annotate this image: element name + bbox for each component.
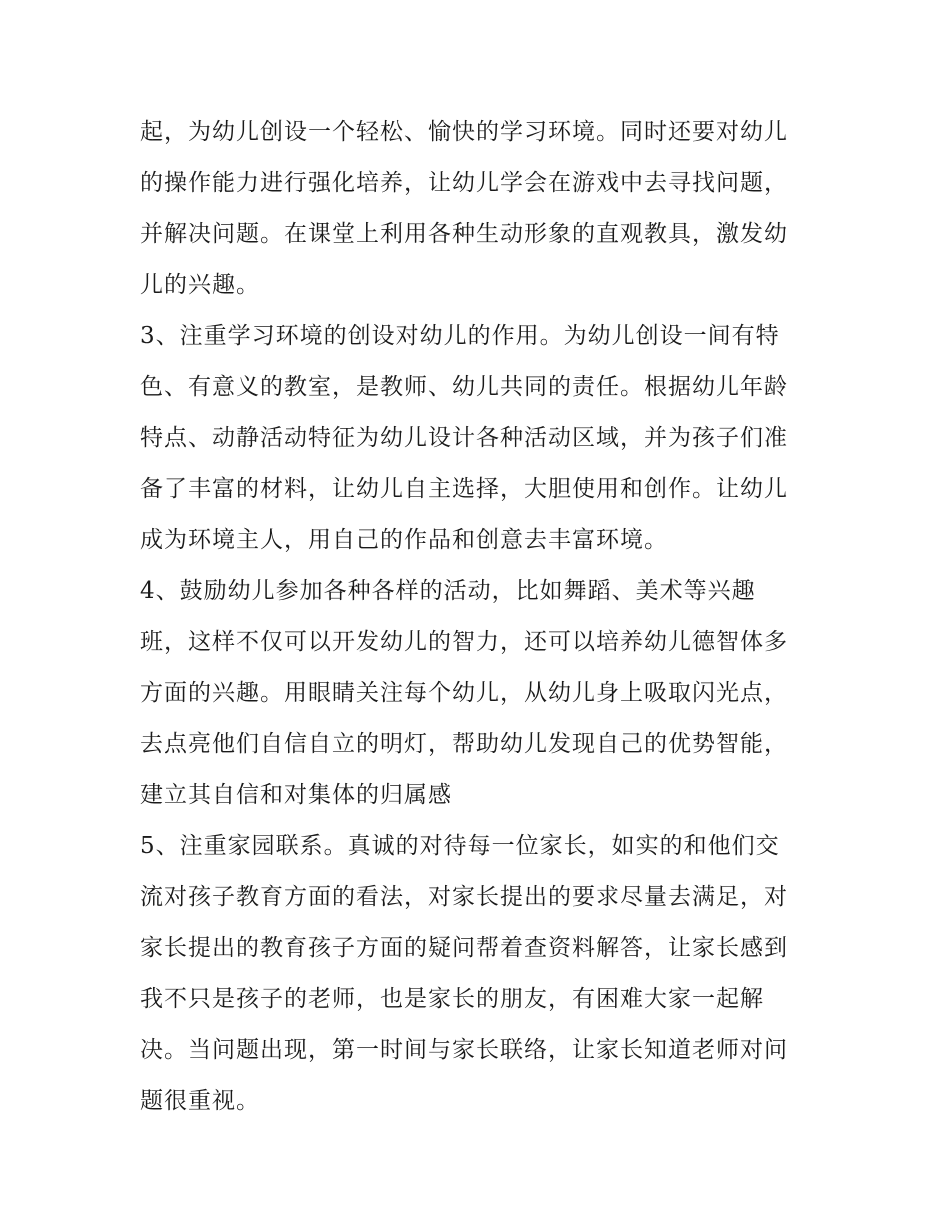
text-line: 方面的兴趣。用眼睛关注每个幼儿，从幼儿身上吸取闪光点， [140,680,788,706]
text-line: 的操作能力进行强化培养，让幼儿学会在游戏中去寻找问题， [140,170,788,196]
text-line: 色、有意义的教室，是教师、幼儿共同的责任。根据幼儿年龄 [140,374,788,400]
text-line: 家长提出的教育孩子方面的疑问帮着查资料解答，让家长感到 [140,935,788,961]
text-line: 去点亮他们自信自立的明灯，帮助幼儿发现自己的优势智能， [140,731,788,757]
text-line: 我不只是孩子的老师，也是家长的朋友，有困难大家一起解 [140,986,764,1012]
text-line: 并解决问题。在课堂上利用各种生动形象的直观教具，激发幼 [140,221,788,247]
text-line: 儿的兴趣。 [140,272,260,298]
text-line: 起，为幼儿创设一个轻松、愉快的学习环境。同时还要对幼儿 [140,119,788,145]
text-line: 4、鼓励幼儿参加各种各样的活动，比如舞蹈、美术等兴趣 [140,578,756,604]
text-line: 题很重视。 [140,1088,260,1114]
text-line: 5、注重家园联系。真诚的对待每一位家长，如实的和他们交 [140,833,780,859]
body-text [140,107,820,1127]
text-line: 成为环境主人，用自己的作品和创意去丰富环境。 [140,527,668,553]
text-line: 特点、动静活动特征为幼儿设计各种活动区域，并为孩子们准 [140,425,788,451]
text-line: 流对孩子教育方面的看法，对家长提出的要求尽量去满足，对 [140,884,788,910]
text-line: 备了丰富的材料，让幼儿自主选择，大胆使用和创作。让幼儿 [140,476,788,502]
text-line: 建立其自信和对集体的归属感 [140,782,452,808]
text-line: 3、注重学习环境的创设对幼儿的作用。为幼儿创设一间有特 [140,323,780,349]
text-line: 班，这样不仅可以开发幼儿的智力，还可以培养幼儿德智体多 [140,629,788,655]
text-line: 决。当问题出现，第一时间与家长联络，让家长知道老师对问 [140,1037,788,1063]
